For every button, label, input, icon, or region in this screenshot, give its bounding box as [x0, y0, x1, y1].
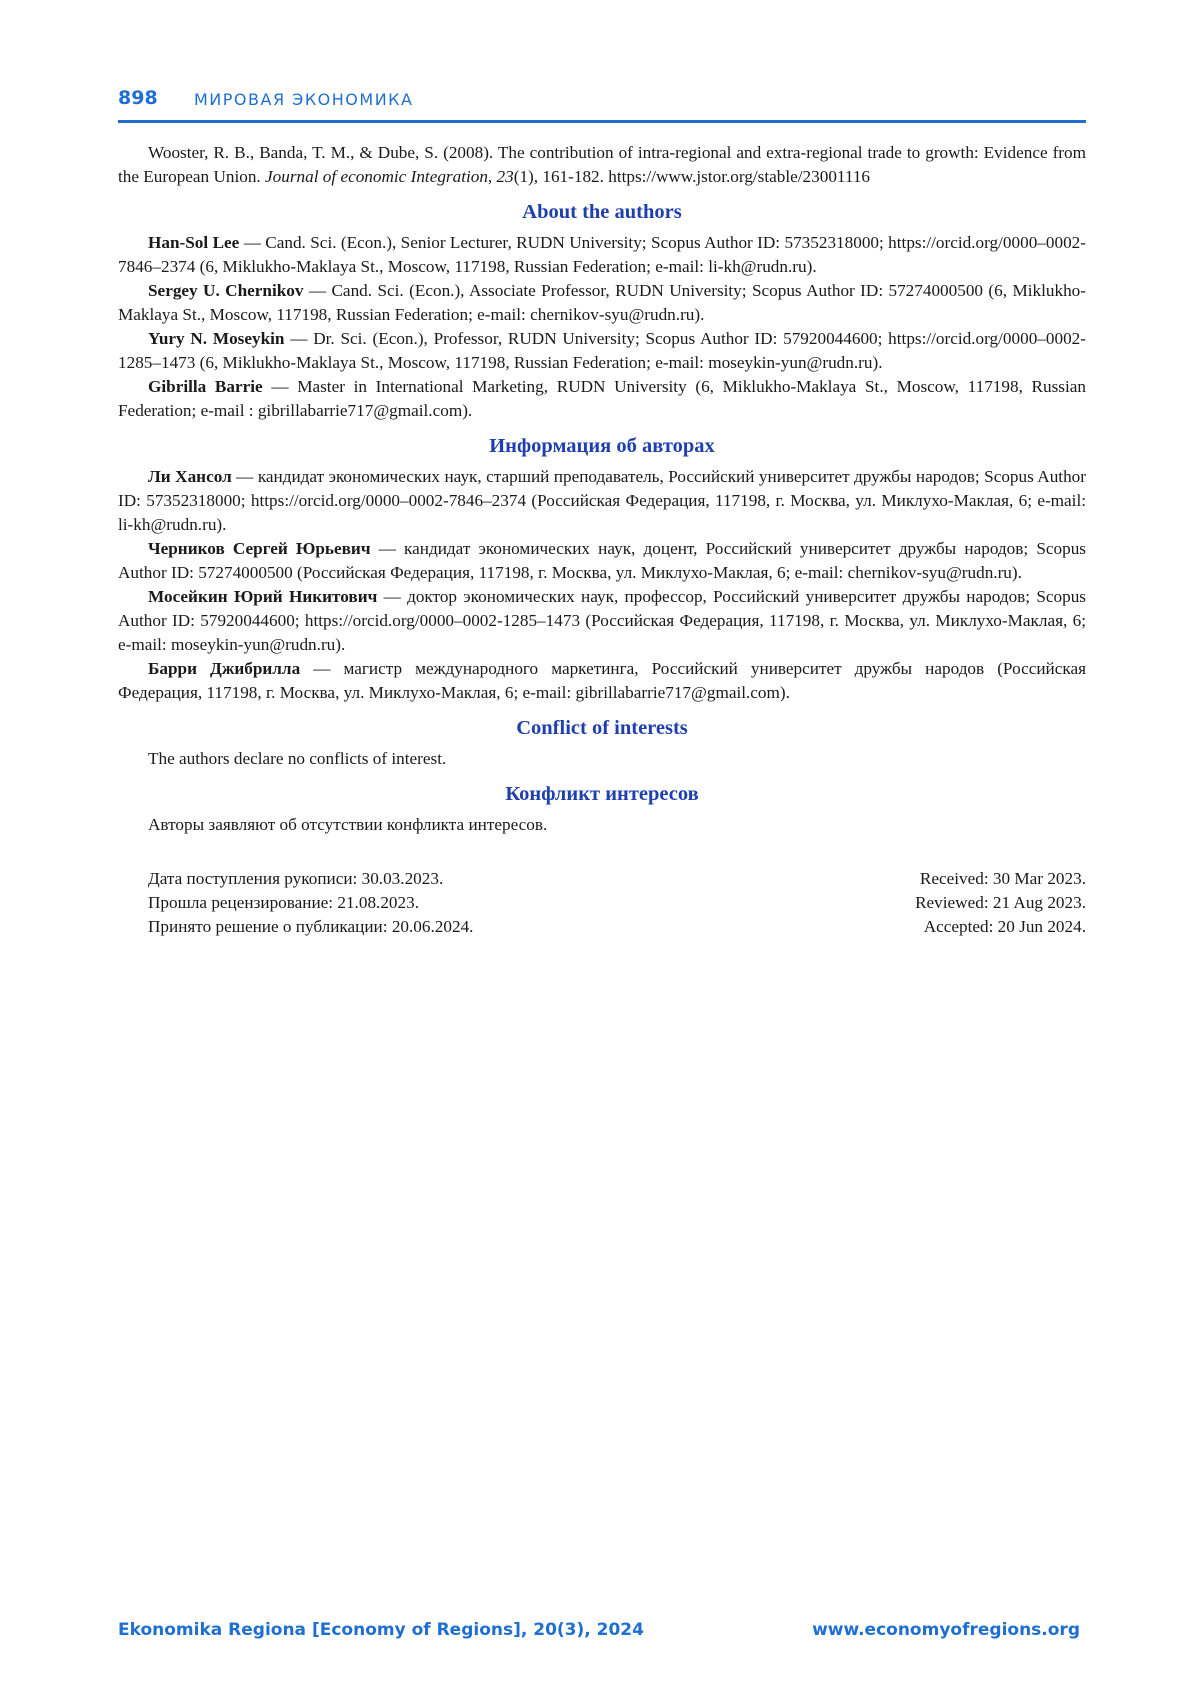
author-details: — кандидат экономических наук, старший преподаватель, Российский университет дружбы народов; Scopus Author ID: 57352318000; https://orcid.org/0000–0002-7846–2374 (Российская Федерация, 117198, г. Москва, ул. Миклухо-Маклая, 6; e-mail: li-kh@rudn.ru).: [118, 467, 1086, 534]
page-content: [118, 141, 1086, 939]
author-name: Мосейкин Юрий Никитович: [148, 587, 378, 606]
date-accepted-en: Accepted: 20 Jun 2024.: [923, 917, 1086, 936]
author-entry-ru: [118, 537, 1086, 585]
author-entry-ru: [118, 585, 1086, 657]
author-name: Gibrilla Barrie: [148, 377, 263, 396]
footer-url[interactable]: www.economyofregions.org: [812, 1620, 1080, 1640]
author-name: Барри Джибрилла: [148, 659, 301, 678]
authors-info-ru-heading: Информация об авторах: [489, 435, 715, 457]
author-name: Sergey U. Chernikov: [148, 281, 304, 300]
page-number: 898: [118, 87, 158, 109]
conflict-text-en: The authors declare no conflicts of interest.: [148, 749, 447, 768]
author-entry-en: [118, 231, 1086, 279]
author-details: — Dr. Sci. (Econ.), Professor, RUDN University; Scopus Author ID: 57920044600; https://orcid.org/0000–0002-1285–1473 (6, Miklukho-Maklaya St., Moscow, 117198, Russian Federation; e-mail: moseykin-yun@rudn.ru).: [118, 329, 1086, 372]
author-details: — Master in International Marketing, RUDN University (6, Miklukho-Maklaya St., Moscow, 117198, Russian Federation; e-mail : gibrillabarrie717@gmail.com).: [118, 377, 1086, 420]
reference-entry: [118, 141, 1086, 189]
author-details: — магистр международного маркетинга, Российский университет дружбы народов (Российская Федерация, 117198, г. Москва, ул. Миклухо-Маклая, 6; e-mail: gibrillabarrie717@gmail.com).: [118, 659, 1086, 702]
date-reviewed-en: Reviewed: 21 Aug 2023.: [915, 893, 1086, 912]
reference-rest: (1), 161-182. https://www.jstor.org/stable/23001116: [513, 167, 871, 186]
dates-en: [915, 867, 1086, 939]
conflict-text-ru: Авторы заявляют об отсутствии конфликта интересов.: [148, 815, 548, 834]
author-entry-en: [118, 279, 1086, 327]
about-authors-heading: About the authors: [522, 201, 682, 223]
section-title: МИРОВАЯ ЭКОНОМИКА: [194, 90, 414, 109]
reference-authors: Wooster, R. B., Banda, T. M., & Dube, S. (2008). The contribution of intra-regional and extra-regional trade to growth: Evidence from the European Union.: [118, 143, 1086, 186]
date-reviewed-ru: Прошла рецензирование: 21.08.2023.: [148, 893, 420, 912]
author-details: — доктор экономических наук, профессор, Российский университет дружбы народов; Scopus Author ID: 57920044600; https://orcid.org/0000–0002-1285–1473 (Российская Федерация, 117198, г. Москва, ул. Миклухо-Маклая, 6; e-mail: moseykin-yun@rudn.ru).: [118, 587, 1086, 654]
author-name: Ли Хансол: [148, 467, 232, 486]
author-entry-ru: [118, 465, 1086, 537]
author-name: Han-Sol Lee: [148, 233, 240, 252]
date-received-ru: Дата поступления рукописи: 30.03.2023.: [148, 869, 444, 888]
page-header: [118, 86, 1086, 123]
reference-journal: Journal of economic Integration, 23: [265, 167, 514, 186]
page-footer: [118, 1620, 1086, 1650]
conflict-heading-en: Conflict of interests: [516, 717, 688, 739]
date-received-en: Received: 30 Mar 2023.: [919, 869, 1086, 888]
author-entry-en: [118, 375, 1086, 423]
author-entry-ru: [118, 657, 1086, 705]
publication-dates: [118, 867, 1086, 939]
author-entry-en: [118, 327, 1086, 375]
conflict-heading-ru: Конфликт интересов: [505, 783, 699, 805]
author-name: Черников Сергей Юрьевич: [148, 539, 371, 558]
footer-journal: Ekonomika Regiona [Economy of Regions], 20(3), 2024: [118, 1620, 644, 1640]
author-details: — Cand. Sci. (Econ.), Associate Professor, RUDN University; Scopus Author ID: 57274000500 (6, Miklukho-Maklaya St., Moscow, 117198, Russian Federation; e-mail: chernikov-syu@rudn.ru).: [118, 281, 1086, 324]
dates-ru: [118, 867, 473, 939]
author-details: — кандидат экономических наук, доцент, Российский университет дружбы народов; Scopus Author ID: 57274000500 (Российская Федерация, 117198, г. Москва, ул. Миклухо-Маклая, 6; e-mail: chernikov-syu@rudn.ru).: [118, 539, 1086, 582]
author-details: — Cand. Sci. (Econ.), Senior Lecturer, RUDN University; Scopus Author ID: 57352318000; https://orcid.org/0000–0002-7846–2374 (6, Miklukho-Maklaya St., Moscow, 117198, Russian Federation; e-mail: li-kh@rudn.ru).: [118, 233, 1086, 276]
date-accepted-ru: Принято решение о публикации: 20.06.2024.: [148, 917, 474, 936]
author-name: Yury N. Moseykin: [148, 329, 285, 348]
